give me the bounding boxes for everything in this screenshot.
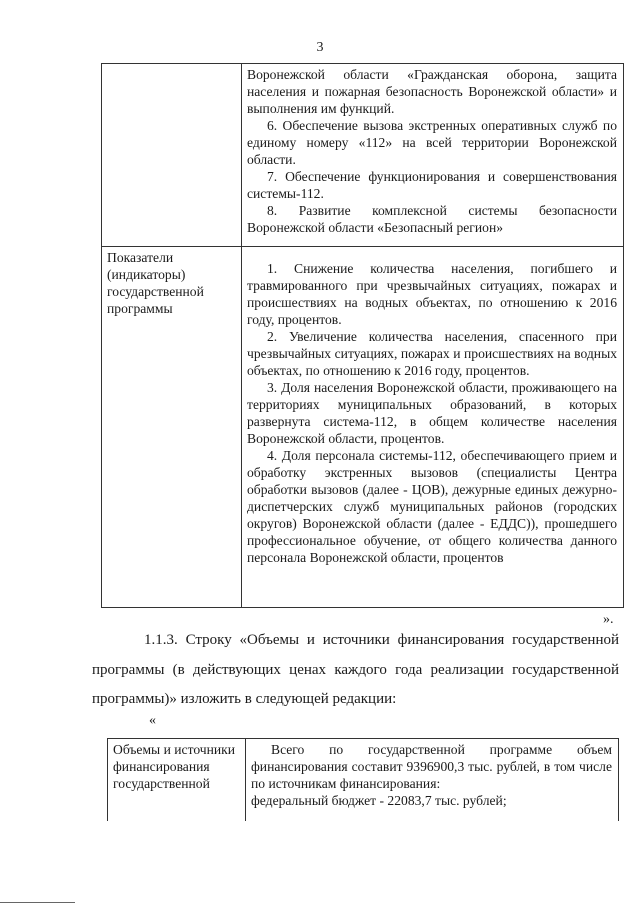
text-paragraph: 2. Увеличение количества населения, спасенного при чрезвычайных ситуациях, пожарах и происшествиях на водных объектах, по отношению к 2016 году, процентов.: [247, 329, 617, 378]
row-value: [242, 247, 624, 608]
row-label: Показатели (индикаторы) государственной программы: [102, 247, 242, 608]
row-label: Объемы и источники финансирования государственной: [108, 739, 246, 821]
row-label: [102, 64, 242, 247]
text-paragraph: 7. Обеспечение функционирования и совершенствования системы-112.: [247, 169, 617, 201]
table-row: [102, 64, 624, 247]
table-row: [108, 739, 619, 821]
table-row: [102, 247, 624, 608]
row-value: [242, 64, 624, 247]
page-number: 3: [316, 40, 324, 55]
text-paragraph: Всего по государственной программе объем финансирования составит 9396900,3 тыс. рублей, в том числе по источникам финансирования:: [251, 742, 612, 791]
text-paragraph: 1. Снижение количества населения, погибшего и травмированного при чрезвычайных ситуациях, пожарах и происшествиях на водных объектах, по отношению к 2016 году, процентов.: [247, 261, 617, 327]
closing-quote: ».: [603, 612, 614, 627]
text-paragraph: федеральный бюджет - 22083,7 тыс. рублей;: [251, 793, 507, 808]
text-paragraph: 6. Обеспечение вызова экстренных оперативных служб по единому номеру «112» на всей территории Воронежской области.: [247, 118, 617, 167]
footer-divider: [0, 902, 75, 903]
body-paragraph: 1.1.3. Строку «Объемы и источники финансирования государственной программы (в действующих ценах каждого года реализации государственной программы)» изложить в следующей редакции:: [92, 632, 619, 707]
row-value: [246, 739, 619, 821]
text-paragraph: 4. Доля персонала системы-112, обеспечивающего прием и обработку экстренных вызовов (специалисты Центра обработки вызовов (далее - ЦОВ), дежурные единых дежурно-диспетчерских служб муниципальных районов (городских округов) Воронежской области (далее - ЕДДС)), прошедшего профессиональное обучение, от общего количества данного персонала Воронежской области, процентов: [247, 448, 617, 565]
text-paragraph: 8. Развитие комплексной системы безопасности Воронежской области «Безопасный регион»: [247, 203, 617, 235]
text-paragraph: 3. Доля населения Воронежской области, проживающего на территориях муниципальных образований, в которых развернута система-112, в общем количестве населения Воронежской области, процентов.: [247, 380, 617, 446]
text-paragraph: Воронежской области «Гражданская оборона, защита населения и пожарная безопасность Воронежской области» и выполнения им функций.: [247, 67, 617, 116]
program-passport-table: [101, 63, 624, 608]
opening-quote: «: [149, 713, 156, 728]
financing-table: [107, 738, 619, 821]
